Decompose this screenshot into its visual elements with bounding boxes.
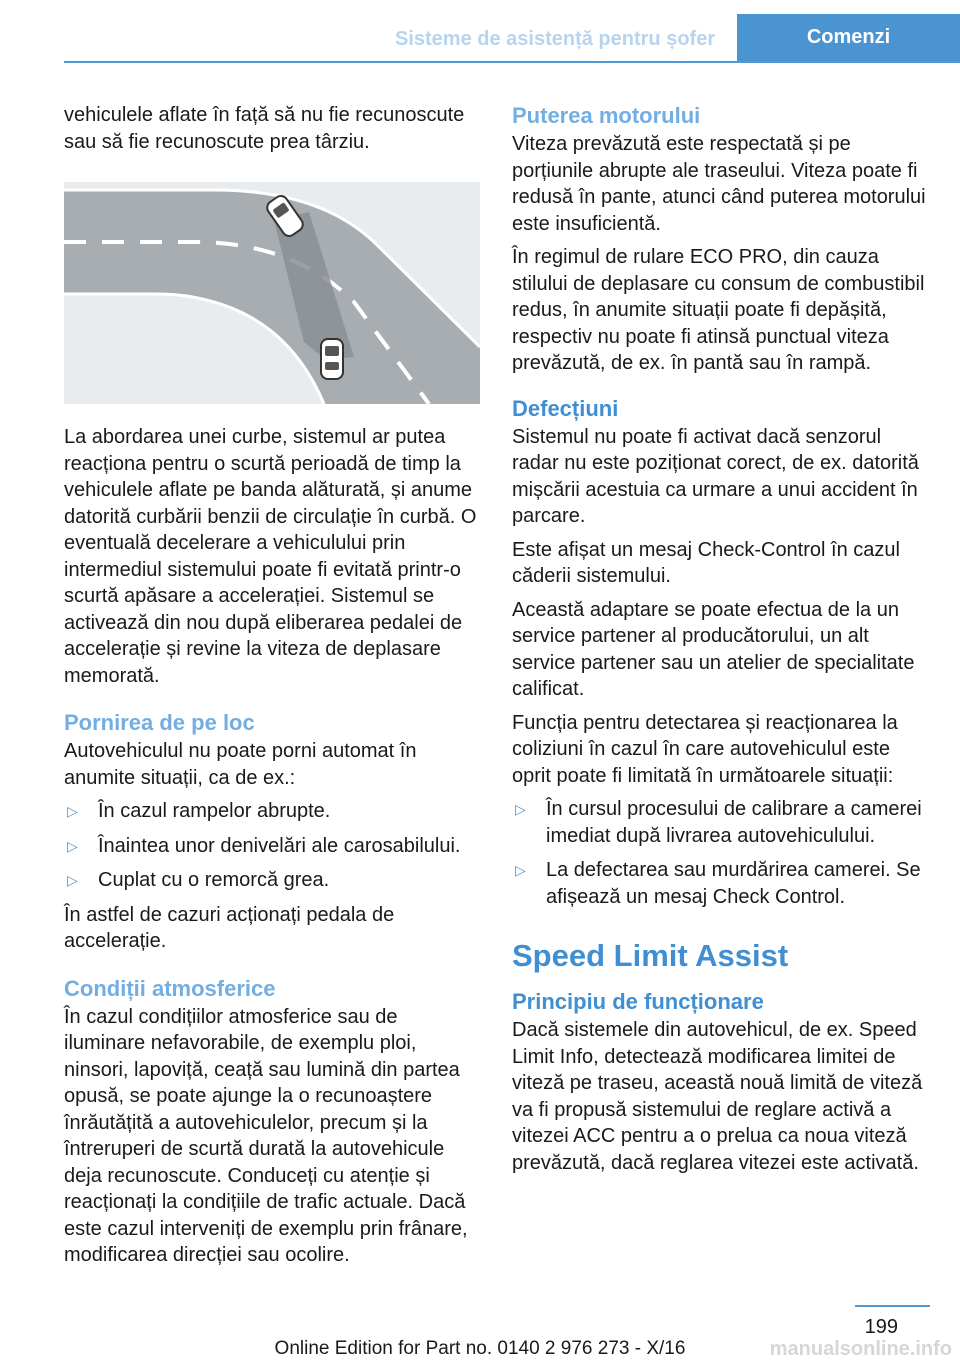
- triangle-bullet-icon: ▷: [67, 837, 78, 854]
- heading-speed-limit-assist: Speed Limit Assist: [512, 938, 789, 973]
- paragraph: În astfel de cazuri acționați pedala de accelerație.: [64, 903, 395, 952]
- list-item: ▷ În cursul procesului de calibrare a camerei imediat după livrarea autovehiculului.: [515, 798, 922, 847]
- header-section-title: Sisteme de asistență pentru șofer: [395, 28, 716, 50]
- heading-principiu: Principiu de funcționare: [512, 989, 764, 1014]
- paragraph: Această adaptare se poate efectua de la un service partener al producătorului, un alt service partener sau un atelier de specialitate calificat.: [512, 598, 915, 700]
- bullet-list: [512, 796, 930, 910]
- triangle-bullet-icon: ▷: [67, 803, 78, 819]
- paragraph: Este afișat un mesaj Check-Control în cazul căderii sistemului.: [512, 538, 900, 587]
- triangle-bullet-icon: ▷: [515, 801, 526, 817]
- right-column: [512, 102, 930, 1183]
- header-rule: [64, 61, 960, 63]
- header-chapter-tab: Comenzi: [737, 14, 960, 63]
- curve-illustration: [64, 182, 480, 404]
- triangle-bullet-icon: ▷: [515, 862, 526, 878]
- list-item: ▷ La defectarea sau murdărirea camerei. Se afișează un mesaj Check Control.: [515, 859, 921, 908]
- heading-pornire: Pornirea de pe loc: [64, 710, 255, 735]
- footer-rule: [855, 1305, 930, 1307]
- left-column: [64, 102, 480, 1276]
- list-item: ▷ Cuplat cu o remorcă grea.: [64, 867, 480, 894]
- heading-defectiuni: Defecțiuni: [512, 395, 619, 421]
- paragraph: Funcția pentru detectarea și reacționarea la coliziuni în cazul în care autovehiculul este oprit poate fi limitată în următoarele situații:: [512, 711, 898, 787]
- paragraph: În cazul condițiilor atmosferice sau de iluminare nefavorabile, de exemplu ploi, ninsori, lapoviță, ceață sau lumină din partea opusă, se poate ajunge la o recunoaștere înrăutățită a autovehiculelor, precum și la întreruperi de scurtă durată la autovehicule deja recunoscute. Conduceți cu atenție și reacționați la condițiile de trafic actuale. Dacă este cazul interveniți de exemplu prin frânare, modificarea direcției sau ocolire.: [64, 1005, 468, 1266]
- triangle-bullet-icon: ▷: [67, 872, 78, 888]
- footer-edition: Online Edition for Part no. 0140 2 976 273 - X/16: [274, 1338, 686, 1359]
- list-item: ▷ În cazul rampelor abrupte.: [64, 798, 480, 825]
- heading-puterea: Puterea motorului: [512, 103, 701, 128]
- watermark: manualsonline.info: [769, 1338, 952, 1360]
- paragraph: Dacă sistemele din autovehicul, de ex. Speed Limit Info, detectează modificarea limitei de viteză pe traseu, această nouă limită de viteză va fi propusă sistemului de reglare activă a vitezei ACC pentru a o prelua ca noua viteză prevăzută, dacă reglarea vitezei este activată.: [512, 1019, 923, 1174]
- bullet-list: [64, 798, 480, 894]
- page-number: 199: [864, 1316, 898, 1338]
- paragraph: Autovehiculul nu poate porni automat în anumite situații, ca de ex.:: [64, 740, 417, 789]
- paragraph: Viteza prevăzută este respectată și pe porțiunile abrupte ale traseului. Viteza poate fi redusă în pante, atunci când puterea motorului este insuficientă.: [512, 133, 926, 235]
- list-item: ▷ Înaintea unor denivelări ale carosabilului.: [64, 833, 480, 860]
- paragraph: vehiculele aflate în față să nu fie recunoscute sau să fie recunoscute prea târziu.: [64, 104, 465, 153]
- heading-conditii: Condiții atmosferice: [64, 975, 276, 1001]
- paragraph: La abordarea unei curbe, sistemul ar putea reacționa pentru o scurtă perioadă de timp la vehiculele aflate pe banda alăturată, și anume datorită curbării benzii de circulație în curbă. O eventuală decelerare a vehiculului prin intermediul sistemului poate fi evitată printr-o scurtă apăsare a accelerației. Sistemul se activează din nou după eliberarea pedalei de accelerație și revine la viteza de deplasare memorată.: [64, 426, 477, 687]
- road-curve-figure: [64, 182, 480, 404]
- car-rear-icon: [321, 339, 343, 379]
- paragraph: În regimul de rulare ECO PRO, din cauza stilului de deplasare cu consum de combustibil redus, în anumite situații poate fi depășită, respectiv nu poate fi atinsă punctual viteza prevăzută, de ex. în pantă sau în rampă.: [512, 246, 925, 374]
- paragraph: Sistemul nu poate fi activat dacă senzorul radar nu este poziționat corect, de ex. datorită mișcării acestuia ca urmare a unui accident în parcare.: [512, 425, 919, 527]
